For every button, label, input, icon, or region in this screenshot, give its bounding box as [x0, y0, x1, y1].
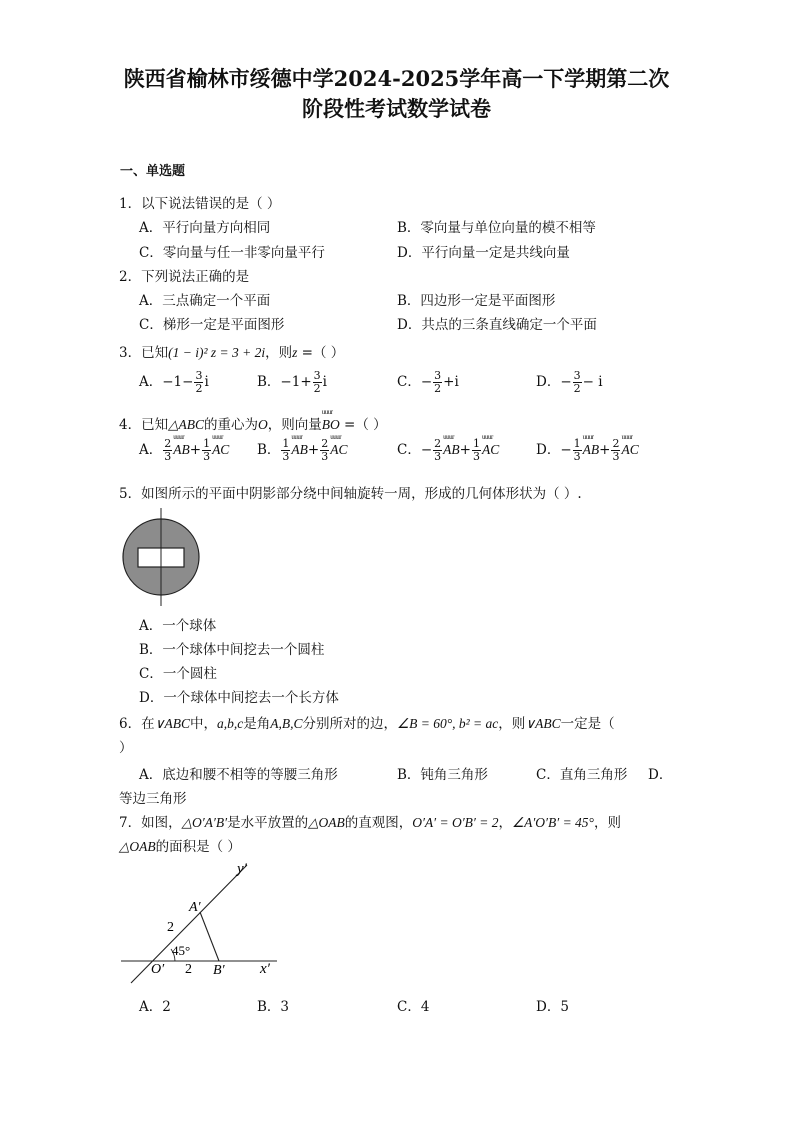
- q2-option-b: B．四边形一定是平面图形: [397, 293, 556, 309]
- q3-expression: (1 − i)² z = 3 + 2i: [168, 345, 266, 360]
- page-title-line1: 陕西省榆林市绥德中学2024-2025学年高一下学期第二次: [123, 66, 670, 91]
- label-len-ob: 2: [185, 962, 192, 977]
- q5-option-c: C．一个圆柱: [139, 666, 217, 682]
- q6-option-d-text: 等边三角形: [119, 791, 187, 807]
- q7-figure-oblique-axes: [115, 855, 285, 990]
- question-7-stem: 7．如图，△O′A′B′是水平放置的△OAB的直观图，O′A′ = O′B′ = 2，∠A′O′B′ = 45°，则: [119, 815, 621, 831]
- question-7-stem-line2: △OAB的面积是（ ）: [119, 839, 241, 855]
- q6-option-c: C．直角三角形: [536, 767, 628, 783]
- q7-option-a: A．2: [139, 999, 171, 1015]
- q3-z: z: [292, 345, 298, 360]
- q4-option-c: C．− $\frac{2}{3}$ uuur AB+ $\frac{1}{3}$ uuur AC: [397, 438, 499, 463]
- question-6-stem-line2: ）: [119, 740, 133, 756]
- q7-option-d: D．5: [536, 999, 569, 1015]
- q6-option-d: D．: [648, 767, 673, 783]
- segment-a-b: [200, 912, 219, 961]
- q6-option-a: A．底边和腰不相等的等腰三角形: [139, 767, 338, 783]
- q4-option-d: D．− $\frac{1}{3}$ uuur AB+ $\frac{2}{3}$ uuur AC: [536, 438, 639, 463]
- label-b-prime: B′: [213, 963, 225, 978]
- q1-option-d: D．平行向量一定是共线向量: [397, 245, 570, 261]
- question-3-stem: [119, 341, 344, 361]
- q1-option-c: C．零向量与任一非零向量平行: [139, 245, 325, 261]
- question-2-stem: 2．下列说法正确的是: [119, 269, 250, 285]
- q5-option-a: A．一个球体: [139, 618, 217, 634]
- q2-option-a: A．三点确定一个平面: [139, 293, 271, 309]
- q4-option-b: B． $\frac{1}{3}$ uuur AB+ $\frac{2}{3}$ uuur AC: [257, 438, 348, 463]
- label-x-prime: x′: [260, 961, 270, 977]
- q7-option-c: C．4: [397, 999, 430, 1015]
- q3-option-d: D．− $\frac{3}{2}$ − i: [536, 369, 603, 395]
- vector-bo: uuur BO: [322, 417, 340, 432]
- section-heading: 一、单选题: [120, 164, 186, 179]
- label-angle-45: 45°: [172, 943, 191, 958]
- q2-option-d: D．共点的三条直线确定一个平面: [397, 317, 597, 333]
- q3-option-c: C．− $\frac{3}{2}$ +i: [397, 369, 459, 395]
- q1-option-a: A．平行向量方向相同: [139, 220, 271, 236]
- page-title-line2: 阶段性考试数学试卷: [302, 96, 491, 121]
- q5-option-b: B．一个球体中间挖去一个圆柱: [139, 642, 325, 658]
- q6-option-b: B．钝角三角形: [397, 767, 488, 783]
- q3-num: 3．已知: [119, 345, 169, 361]
- q3-option-a: A．−1− $\frac{3}{2}$ i: [139, 369, 209, 395]
- q5-option-d: D．一个球体中间挖去一个长方体: [139, 690, 339, 706]
- question-6-stem: 6．在∨ABC中，a,b,c是角A,B,C分别所对的边，∠B = 60°, b² = ac，则∨ABC一定是（: [119, 716, 615, 732]
- q3-mid: ，则: [265, 345, 293, 361]
- label-len-oa: 2: [167, 920, 174, 935]
- q3-tail: =（ ）: [297, 345, 345, 361]
- q2-option-c: C．梯形一定是平面图形: [139, 317, 285, 333]
- question-1-stem: 1．以下说法错误的是（ ）: [119, 196, 281, 212]
- label-y-prime: y′: [237, 861, 247, 877]
- q4-option-a: A． $\frac{2}{3}$ uuur AB+ $\frac{1}{3}$ uuur AC: [139, 438, 229, 463]
- question-5-stem: 5．如图所示的平面中阴影部分绕中间轴旋转一周，形成的几何体形状为（ ）.: [119, 486, 582, 502]
- label-a-prime: A′: [189, 900, 201, 915]
- q1-option-b: B．零向量与单位向量的模不相等: [397, 220, 596, 236]
- q3-option-b: B．−1+ $\frac{3}{2}$ i: [257, 369, 327, 395]
- question-4-stem: 4．已知△ABC的重心为O，则向量uuur BO =（ ）: [119, 413, 387, 433]
- q7-option-b: B．3: [257, 999, 290, 1015]
- label-o-prime: O′: [151, 962, 165, 977]
- q5-figure-sphere: [118, 506, 204, 608]
